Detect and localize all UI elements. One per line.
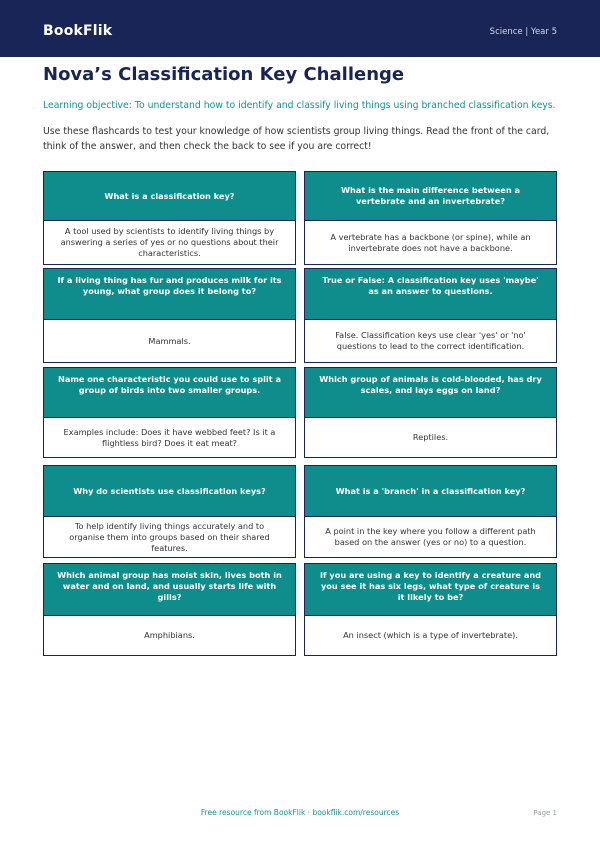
flashcard: [43, 367, 296, 458]
flashcard-back: Examples include: Does it have webbed feet? Is it a flightless bird? Does it eat meat?: [44, 417, 295, 457]
flashcard: [304, 465, 557, 558]
flashcard-front: Which group of animals is cold-blooded, has dry scales, and lays eggs on land?: [305, 368, 556, 417]
flashcard-front: If a living thing has fur and produces milk for its young, what group does it belong to?: [44, 269, 295, 319]
page-header: [0, 0, 600, 57]
learning-objective: Learning objective: To understand how to identify and classify living things using branched classification keys.: [43, 100, 556, 111]
footer-resource-link[interactable]: Free resource from BookFlik · bookflik.com/resources: [200, 808, 400, 817]
flashcard: [43, 563, 296, 656]
flashcard-front: What is a classification key?: [44, 172, 295, 220]
flashcard: [43, 268, 296, 363]
flashcard-back: Mammals.: [44, 319, 295, 362]
flashcard-back: Amphibians.: [44, 615, 295, 655]
flashcard-back: A point in the key where you follow a different path based on the answer (yes or no) to a question.: [305, 516, 556, 557]
flashcard-back: An insect (which is a type of invertebrate).: [305, 615, 556, 655]
flashcard-front: True or False: A classification key uses 'maybe' as an answer to questions.: [305, 269, 556, 319]
flashcard: [43, 171, 296, 265]
flashcard: [304, 563, 557, 656]
flashcard-back: False. Classification keys use clear 'yes' or 'no' questions to lead to the correct identification.: [305, 319, 556, 362]
flashcard: [304, 171, 557, 265]
flashcard-front: What is a 'branch' in a classification key?: [305, 466, 556, 516]
flashcard-back: A tool used by scientists to identify living things by answering a series of yes or no questions about their characteristics.: [44, 220, 295, 264]
page-title: Nova’s Classification Key Challenge: [43, 64, 405, 85]
flashcard: [304, 367, 557, 458]
flashcard-back: Reptiles.: [305, 417, 556, 457]
flashcard-front: Name one characteristic you could use to split a group of birds into two smaller groups.: [44, 368, 295, 417]
flashcard-front: What is the main difference between a vertebrate and an invertebrate?: [305, 172, 556, 220]
flashcard-front: Why do scientists use classification keys?: [44, 466, 295, 516]
flashcard-front: Which animal group has moist skin, lives both in water and on land, and usually starts life with gills?: [44, 564, 295, 615]
flashcard-back: A vertebrate has a backbone (or spine), while an invertebrate does not have a backbone.: [305, 220, 556, 264]
intro-text: Use these flashcards to test your knowledge of how scientists group living things. Read the front of the card, think of the answer, and then check the back to see if you are correct!: [43, 126, 550, 152]
flashcard-back: To help identify living things accurately and to organise them into groups based on their shared features.: [44, 516, 295, 557]
brand-logo[interactable]: BookFlik: [43, 23, 113, 39]
flashcard: [304, 268, 557, 363]
flashcard-front: If you are using a key to identify a creature and you see it has six legs, what type of creature is it likely to be?: [305, 564, 556, 615]
subject-label: Science | Year 5: [489, 27, 557, 37]
page-number: Page 1: [533, 809, 557, 817]
flashcard: [43, 465, 296, 558]
